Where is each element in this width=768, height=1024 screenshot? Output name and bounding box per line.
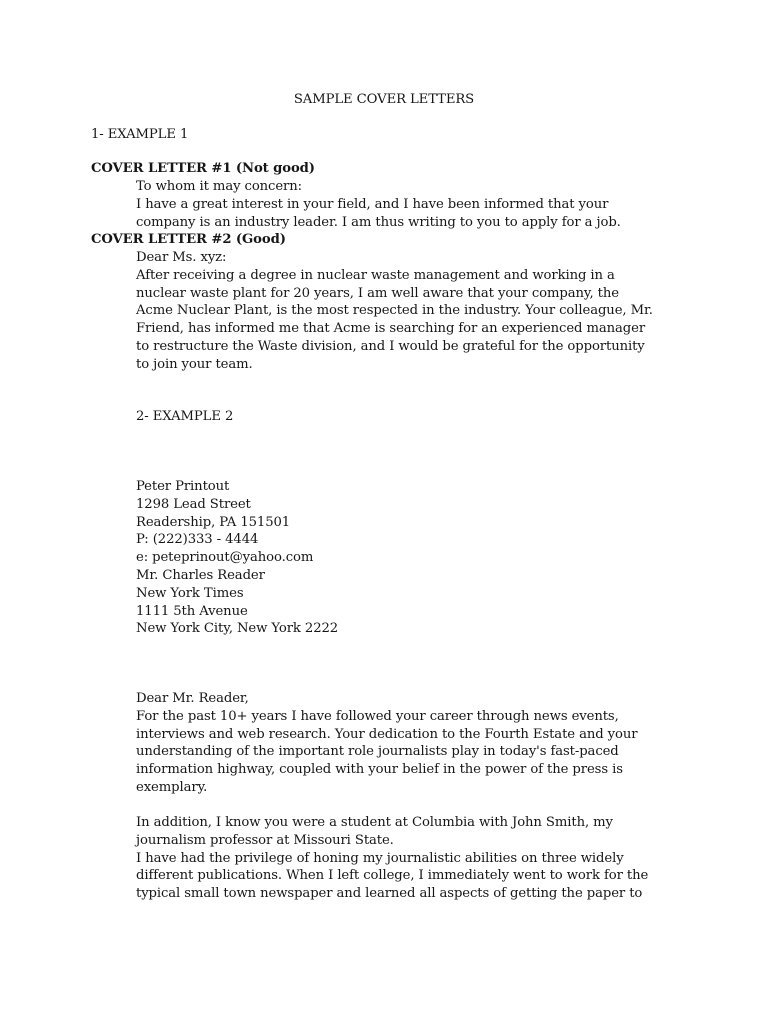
cover-letter-2-line: Acme Nuclear Plant, is the most respected in the industry. Your colleague, Mr.	[136, 303, 653, 318]
letter-3-paragraph-2-line: In addition, I know you were a student at Columbia with John Smith, my	[136, 815, 613, 830]
example-2-heading: 2- EXAMPLE 2	[136, 409, 234, 424]
recipient-company: New York Times	[136, 586, 244, 601]
cover-letter-2-line: Friend, has informed me that Acme is searching for an experienced manager	[136, 321, 646, 336]
letter-3-paragraph-1-line: exemplary.	[136, 780, 208, 795]
letter-3-paragraph-2-line: different publications. When I left college, I immediately went to work for the	[136, 868, 649, 883]
recipient-name: Mr. Charles Reader	[136, 568, 265, 583]
letter-3-paragraph-1-line: For the past 10+ years I have followed your career through news events,	[136, 709, 619, 724]
sender-city: Readership, PA 151501	[136, 515, 291, 530]
letter-3-paragraph-2-line: I have had the privilege of honing my journalistic abilities on three widely	[136, 851, 624, 866]
sender-name: Peter Printout	[136, 479, 230, 494]
cover-letter-1-salutation: To whom it may concern:	[136, 179, 302, 194]
example-1-heading: 1- EXAMPLE 1	[91, 127, 189, 142]
document-title: SAMPLE COVER LETTERS	[293, 92, 475, 107]
cover-letter-1-heading: COVER LETTER #1 (Not good)	[91, 161, 315, 176]
cover-letter-2-line: After receiving a degree in nuclear waste management and working in a	[136, 268, 615, 283]
recipient-street: 1111 5th Avenue	[136, 604, 248, 619]
cover-letter-2-line: to restructure the Waste division, and I would be grateful for the opportunity	[136, 339, 645, 354]
letter-3-paragraph-1-line: information highway, coupled with your belief in the power of the press is	[136, 762, 623, 777]
sender-street: 1298 Lead Street	[136, 497, 251, 512]
sender-email: e: peteprinout@yahoo.com	[136, 550, 314, 565]
letter-3-salutation: Dear Mr. Reader,	[136, 691, 249, 706]
cover-letter-1-line: I have a great interest in your field, and I have been informed that your	[136, 197, 609, 212]
cover-letter-2-salutation: Dear Ms. xyz:	[136, 250, 227, 265]
cover-letter-2-line: to join your team.	[136, 357, 253, 372]
sender-phone: P: (222)333 - 4444	[136, 532, 259, 547]
cover-letter-2-line: nuclear waste plant for 20 years, I am well aware that your company, the	[136, 286, 619, 301]
letter-3-paragraph-1-line: understanding of the important role journalists play in today's fast-paced	[136, 744, 619, 759]
cover-letter-1-line: company is an industry leader. I am thus writing to you to apply for a job.	[136, 215, 621, 230]
letter-3-paragraph-1-line: interviews and web research. Your dedication to the Fourth Estate and your	[136, 727, 638, 742]
letter-3-paragraph-2-line: typical small town newspaper and learned all aspects of getting the paper to	[136, 886, 643, 901]
recipient-city: New York City, New York 2222	[136, 621, 339, 636]
letter-3-paragraph-2-line: journalism professor at Missouri State.	[136, 833, 394, 848]
cover-letter-2-heading: COVER LETTER #2 (Good)	[91, 232, 286, 247]
